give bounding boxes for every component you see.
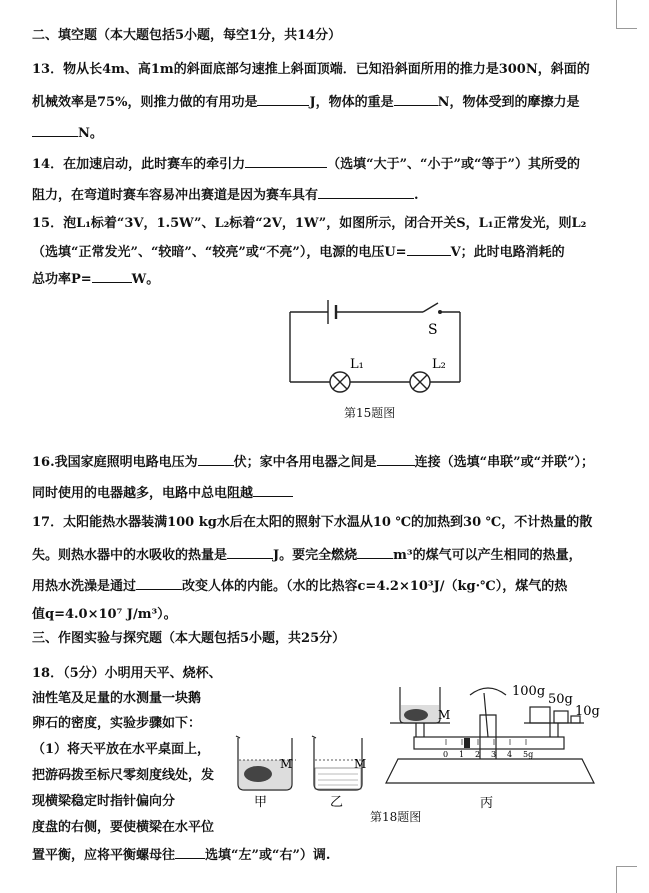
q18-line2: 油性笔及足量的水测量一块鹅 [32,691,202,706]
q15-line1: 15．泡L₁标着“3V，1.5W”、L₂标着“2V，1W”，如图所示，闭合开关S，L₁正常发光，则L₂ [32,216,587,231]
answer-blank[interactable] [198,452,234,466]
answer-blank[interactable] [357,545,393,559]
scale-tick-5: 5g [523,750,534,759]
q17-line1: 17．太阳能热水器装满100 kg水后在太阳的照射下水温从10 ℃的加热到30 ℃，不计热量的散 [32,515,593,530]
q14-line2-a: 阻力，在弯道时赛车容易冲出赛道是因为赛车具有 [32,188,319,203]
q15-line3 [32,269,159,289]
q13-line1: 13．物从长4m、高1m的斜面底部匀速推上斜面顶端．已知沿斜面所用的推力是300N，斜面的 [32,62,590,77]
section2-heading: 二、填空题（本大题包括5小题，每空1分，共14分） [32,28,342,43]
answer-blank[interactable] [377,452,415,466]
q18-line1: 18．（5分）小明用天平、烧杯、 [32,666,222,681]
q16-line1-b: 伏；家中各用电器之间是 [233,455,377,470]
q17-line3-b: 改变人体的内能。（水的比热容c=4.2×10³J/（kg·℃），煤气的热 [182,579,568,594]
balance-beam [414,737,564,749]
answer-blank[interactable] [227,545,273,559]
scale-tick-3: 3 [491,750,497,759]
q14-line1-a: 14．在加速启动，此时赛车的牵引力 [32,157,246,172]
q18-line4: （1）将天平放在水平桌面上， [32,742,211,757]
scale-tick-0: 0 [443,750,449,759]
q18-line8 [32,845,330,865]
q15-line2 [32,242,565,262]
figure15-caption: 第15题图 [344,406,396,420]
q18-line8-a: 置平衡，应将平衡螺母往 [32,848,176,863]
mark-m-jia: M [280,757,293,771]
figure18-caption: 第18题图 [370,810,422,824]
lamp2-label: L₂ [432,357,446,372]
q15-line3-a: 总功率P= [32,272,92,287]
switch-blade [423,303,438,312]
q17-line3 [32,576,567,596]
answer-blank[interactable] [407,242,451,256]
q16-line1 [32,452,594,472]
answer-blank[interactable] [394,92,438,106]
q13-line2 [32,92,580,112]
q14-line1-b: （选填“大于”、“小于”或“等于”）其所受的 [327,157,580,172]
weight-100g [530,707,550,723]
q15-line2-a: （选填“正常发光”、“较暗”、“较亮”或“不亮”），电源的电压U= [32,245,407,260]
q13-line2-c: N，物体受到的摩擦力是 [437,95,580,110]
q14-line1 [32,154,580,174]
q16-line2-a: 同时使用的电器越多，电路中总电阻越 [32,486,254,501]
q14-line2-b: . [414,188,419,203]
label-yi: 乙 [330,795,344,808]
answer-blank[interactable] [92,269,132,283]
q16-line1-a: 16.我国家庭照明电路电压为 [32,455,198,470]
scale-tick-1: 1 [459,750,465,759]
q16-line2 [32,483,293,503]
q13-line3-text: N。 [78,126,103,141]
corner-mark-top [616,0,637,29]
q17-line2 [32,545,582,565]
weight-100g-label: 100g [512,684,546,699]
q17-line2-c: m³的煤气可以产生相同的热量， [393,548,582,563]
label-jia: 甲 [254,795,268,808]
section3-heading: 三、作图实验与探究题（本大题包括5小题，共25分） [32,631,346,646]
answer-blank[interactable] [175,845,205,859]
circuit-diagram [280,290,470,400]
answer-blank[interactable] [245,154,327,168]
answer-blank[interactable] [253,483,293,497]
switch-label: S [428,322,438,338]
q15-line2-b: V；此时电路消耗的 [450,245,565,260]
q17-line2-a: 失。则热水器中的水吸收的热量是 [32,548,228,563]
q18-line3: 卵石的密度，实验步骤如下： [32,716,202,731]
balance-figure [380,675,610,815]
weight-10g-label: 10g [575,704,600,719]
q17-line3-a: 用热水洗澡是通过 [32,579,137,594]
mark-m-bing: M [438,708,451,722]
pointer-scale [470,688,506,695]
corner-mark-bottom [616,866,637,893]
scale-tick-4: 4 [507,750,513,759]
q16-line1-c: 连接（选填“串联”或“并联”）； [414,455,595,470]
label-bing: 丙 [480,796,494,811]
weight-50g [554,711,568,723]
q17-line4: 值q=4.0×10⁷ J/m³）。 [32,607,177,622]
q13-line3 [32,123,103,143]
q18-line6: 现横梁稳定时指针偏向分 [32,794,176,809]
q13-line2-a: 机械效率是75%，则推力做的有用功是 [32,95,258,110]
q17-line2-b: J。要完全燃烧 [273,548,358,563]
answer-blank[interactable] [32,123,78,137]
q18-line8-b: 选填“左”或“右”）调. [205,848,331,863]
answer-blank[interactable] [318,185,414,199]
q13-line2-b: J，物体的重是 [309,95,394,110]
answer-blank[interactable] [136,576,182,590]
q18-line5: 把游码拨至标尺零刻度线处，发 [32,768,215,783]
answer-blank[interactable] [257,92,309,106]
weight-50g-label: 50g [548,692,573,707]
scale-tick-2: 2 [475,750,481,759]
beakers-figure [232,728,372,808]
lamp1-label: L₁ [350,357,364,372]
balance-base [386,759,594,783]
q15-line3-b: W。 [131,272,160,287]
rider [464,738,470,748]
q14-line2 [32,185,419,205]
mark-m-yi: M [354,757,367,771]
q18-line7: 度盘的右侧，要使横梁在水平位 [32,820,215,835]
